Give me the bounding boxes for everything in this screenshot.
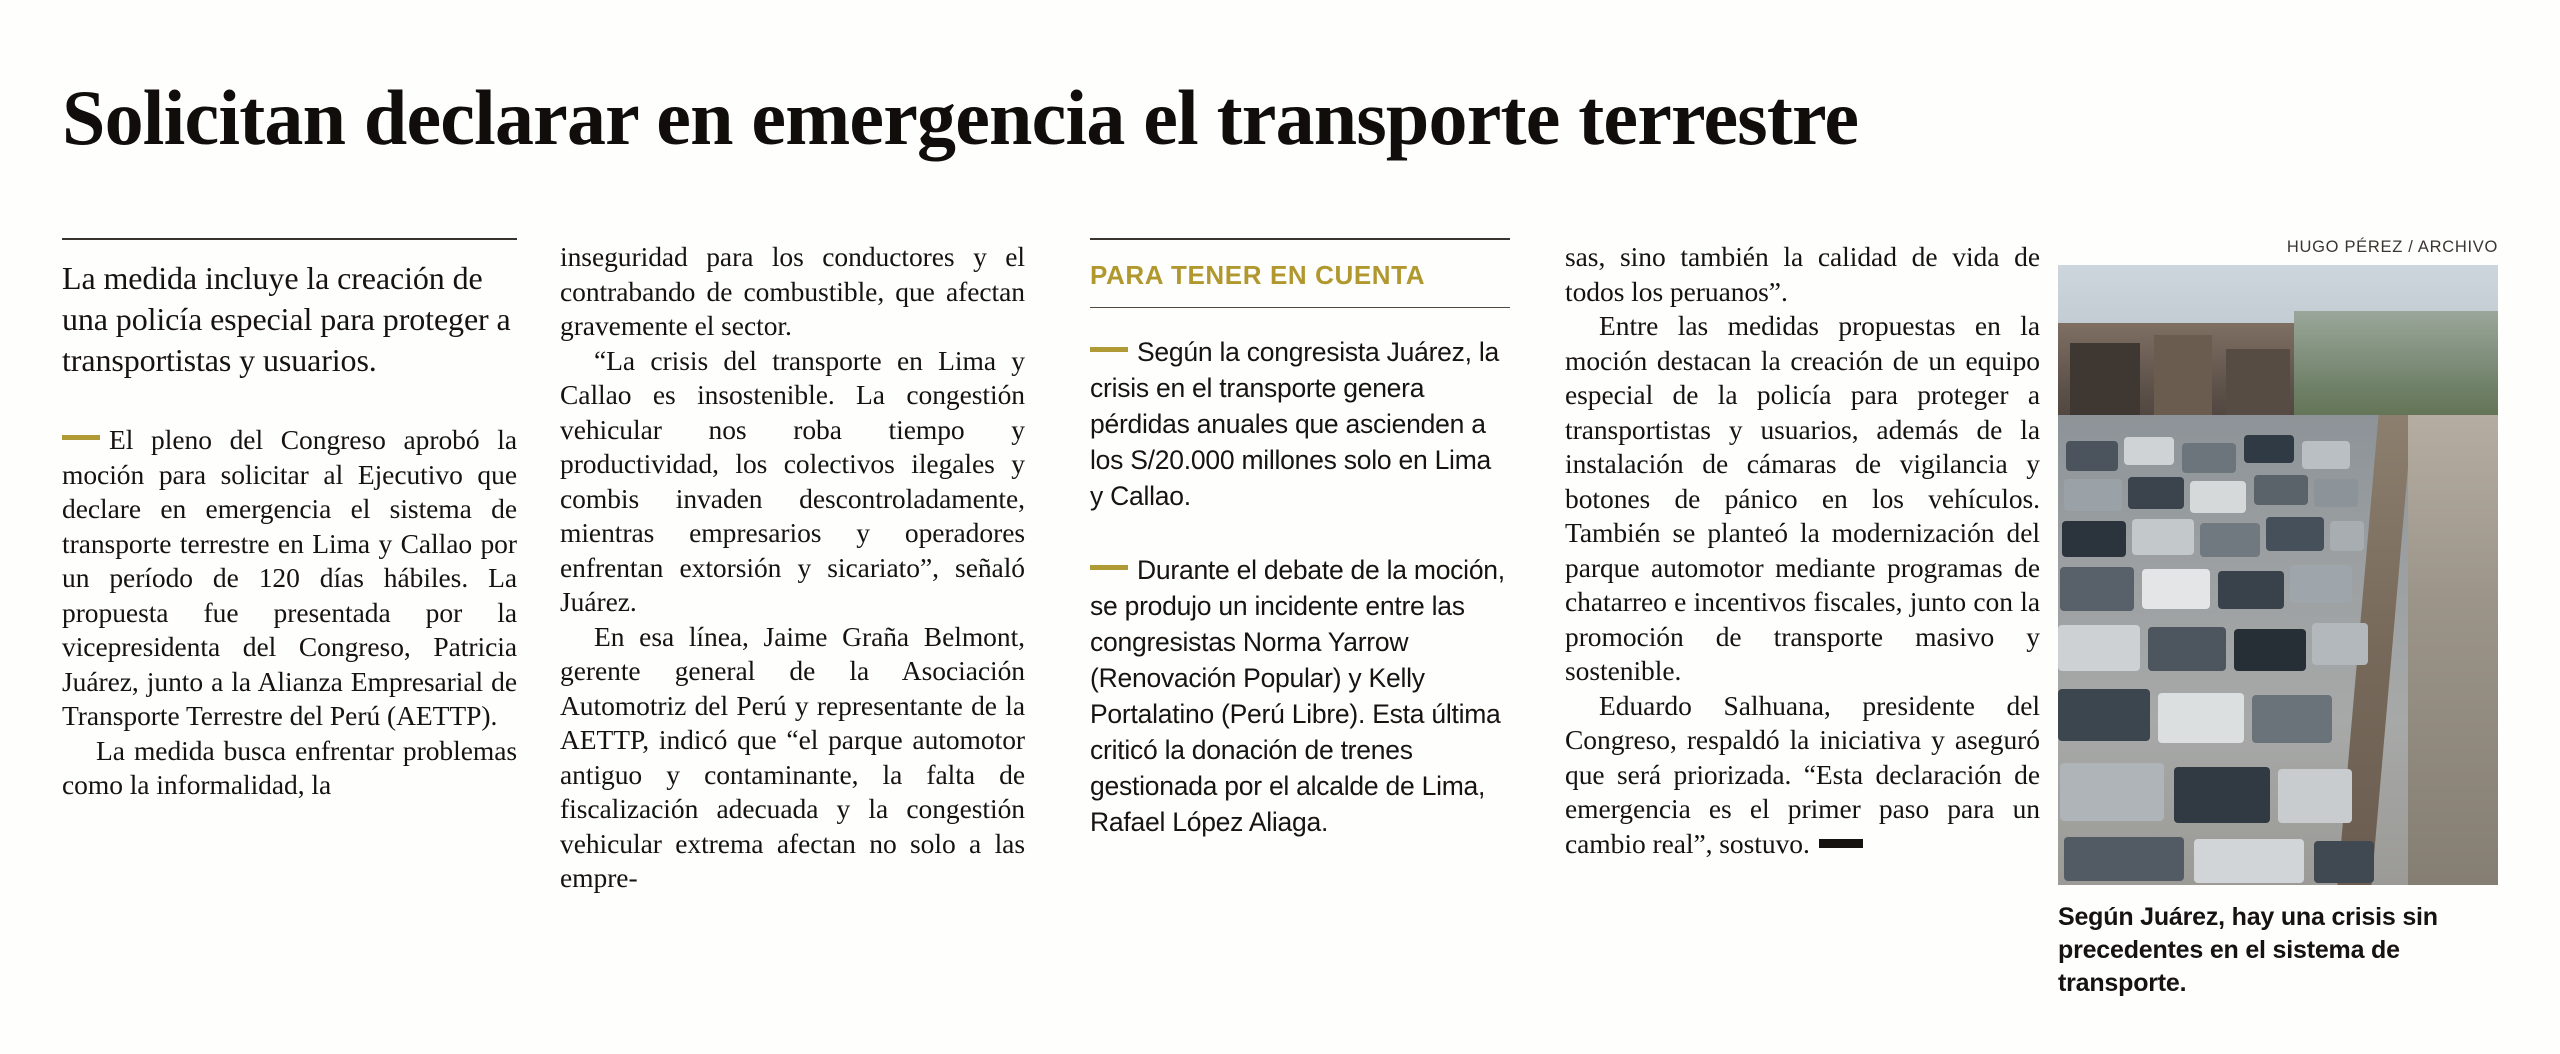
paragraph (1565, 689, 2040, 862)
vehicle (2132, 519, 2194, 555)
column-1 (62, 238, 517, 803)
sidebar-top-rule (1090, 238, 1510, 240)
vehicle (2058, 689, 2150, 741)
vehicle (2148, 627, 2226, 671)
paragraph-dash-icon (62, 435, 100, 440)
vehicle (2200, 523, 2260, 557)
sidebar-para-tener-en-cuenta (1090, 238, 1510, 840)
vehicle (2182, 443, 2236, 473)
vehicle (2312, 623, 2368, 665)
sidebar-dash-icon (1090, 565, 1128, 570)
paragraph: La medida busca enfrentar problemas como la informalidad, la (62, 734, 517, 800)
paragraph: sas, sino también la calidad de vida de todos los peruanos”. (1565, 241, 2040, 307)
vehicle (2066, 441, 2118, 471)
paragraph-text: Eduardo Salhuana, presidente del Congreso, respaldó la iniciativa y aseguró que será priorizada. “Esta declaración de emergencia es el primer paso para un cambio real”, sostuvo. (1565, 689, 2040, 859)
vehicle (2058, 625, 2140, 671)
traffic-jam-photo (2058, 265, 2498, 885)
photo-caption: Según Juárez, hay una crisis sin precedentes en el sistema de transporte. (2058, 903, 2438, 997)
paragraph: En esa línea, Jaime Graña Belmont, gerente general de la Asociación Automotriz del Perú y representante de la AETTP, indicó que “el parque automotor antiguo y contaminante, la falta de fiscalización adecuada y la congestión vehicular extrema afectan no solo a las empre- (560, 620, 1025, 893)
vehicle (2190, 481, 2246, 513)
vehicle (2330, 521, 2364, 551)
vehicle (2158, 693, 2244, 743)
sidebar-item-text: Durante el debate de la moción, se produjo un incidente entre las congresistas Norma Yarrow (Renovación Popular) y Kelly Portalatino (Perú Libre). Esta última criticó la donación de trenes gestionada por el alcalde de Lima, Rafael López Aliaga. (1090, 555, 1505, 837)
vehicle (2314, 841, 2374, 883)
roadside-shoulder (2408, 415, 2498, 885)
vehicle (2064, 479, 2122, 511)
vehicle (2142, 569, 2210, 609)
vehicle (2252, 695, 2332, 743)
vehicle (2278, 769, 2352, 823)
vehicle (2244, 435, 2294, 463)
page-title: Solicitan declarar en emergencia el transporte terrestre (62, 74, 1859, 162)
photo-credit: HUGO PÉREZ / ARCHIVO (2286, 238, 2498, 256)
column-2 (560, 238, 1025, 896)
paragraph: “La crisis del transporte en Lima y Callao es insostenible. La congestión vehicular nos roba tiempo y productividad, los colectivos ilegales y combis invaden descontroladamente, mientras empresarios y operadores enfrentan extorsión y sicariato”, señaló Juárez. (560, 344, 1025, 617)
article-columns (0, 238, 2560, 1028)
vehicle (2218, 571, 2284, 609)
sidebar-item (1090, 552, 1510, 840)
bus-vehicle (2060, 567, 2134, 611)
column-4 (1565, 238, 2040, 861)
standfirst: La medida incluye la creación de una policía especial para proteger a transportistas y usuarios. (62, 260, 511, 378)
sidebar-item-text: Según la congresista Juárez, la crisis en el transporte genera pérdidas anuales que ascienden a los S/20.000 millones solo en Lima y Callao. (1090, 337, 1499, 511)
vehicle (2290, 565, 2352, 603)
vehicle (2314, 479, 2358, 507)
paragraph: Entre las medidas propuestas en la moción destacan la creación de un equipo especial de la policía para proteger a transportistas y usuarios, además de la instalación de cámaras de vigilancia y botones de pánico en los vehículos. También se planteó la modernización del parque automotor mediante programas de chatarreo e incentivos fiscales, junto con la promoción de transporte masivo y sostenible. (1565, 310, 2040, 686)
vehicle (2064, 837, 2184, 881)
vehicle (2062, 521, 2126, 557)
vehicle (2266, 517, 2324, 551)
vehicle (2302, 441, 2350, 469)
sidebar-divider (1090, 307, 1510, 308)
vehicle (2128, 477, 2184, 509)
sidebar-dash-icon (1090, 347, 1128, 352)
vehicle (2174, 767, 2270, 823)
vehicle (2060, 763, 2164, 821)
paragraph: inseguridad para los conductores y el contrabando de combustible, que afectan gravemente el sector. (560, 241, 1025, 341)
vehicle (2124, 437, 2174, 465)
sidebar-item (1090, 334, 1510, 514)
column-rule (62, 238, 517, 240)
vehicle (2194, 839, 2304, 883)
sidebar-kicker: PARA TENER EN CUENTA (1090, 260, 1426, 290)
vehicle (2234, 629, 2306, 671)
end-of-article-mark-icon (1819, 839, 1863, 848)
paragraph-text: El pleno del Congreso aprobó la moción para solicitar al Ejecutivo que declare en emergencia el sistema de transporte terrestre en Lima y Callao por un período de 120 días hábiles. La propuesta fue presentada por la vicepresidenta del Congreso, Patricia Juárez, junto a la Alianza Empresarial de Transporte Terrestre del Perú (AETTP). (62, 424, 517, 731)
paragraph (62, 423, 517, 734)
vehicle (2254, 475, 2308, 505)
photo-column (2058, 238, 2498, 1000)
